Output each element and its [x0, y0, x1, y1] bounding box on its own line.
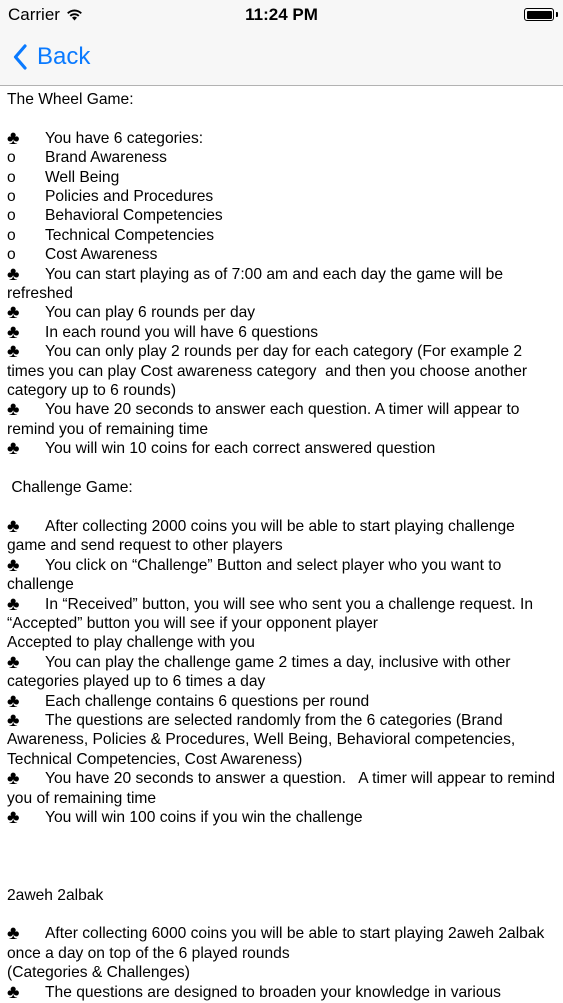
club-bullet-icon: ♣ — [7, 651, 20, 673]
category-item: o Cost Awareness — [7, 246, 158, 264]
list-item: ♣ You can play 6 rounds per day — [7, 302, 256, 324]
list-item: ♣ You click on “Challenge” Button and select player who you want to challenge — [7, 554, 506, 594]
club-bullet-icon: ♣ — [7, 768, 20, 790]
club-bullet-icon: ♣ — [7, 127, 20, 149]
carrier-label: Carrier — [8, 5, 60, 24]
list-item: ♣ You can play the challenge game 2 times a day, inclusive with other categories played up to 6 times a day — [7, 651, 515, 691]
back-label: Back — [37, 43, 91, 70]
club-bullet-icon: ♣ — [7, 554, 20, 576]
club-bullet-icon: ♣ — [7, 806, 20, 828]
back-button[interactable] — [13, 40, 90, 74]
club-bullet-icon: ♣ — [7, 321, 20, 343]
list-item: ♣ You can only play 2 rounds per day for each category (For example 2 times you can play Cost awareness category and then you choose another category up to 6 rounds) — [7, 341, 532, 400]
circle-bullet-icon: o — [7, 246, 16, 264]
club-bullet-icon: ♣ — [7, 709, 20, 731]
section-title-aweh: 2aweh 2albak — [7, 886, 104, 904]
club-bullet-icon: ♣ — [7, 302, 20, 324]
navigation-bar — [0, 30, 563, 86]
category-item: o Brand Awareness — [7, 149, 167, 167]
circle-bullet-icon: o — [7, 149, 16, 167]
clock-time: 11:24 PM — [245, 5, 318, 24]
club-bullet-icon: ♣ — [7, 923, 20, 945]
club-bullet-icon: ♣ — [7, 981, 20, 1003]
list-item: ♣ In each round you will have 6 questions — [7, 321, 319, 343]
section-title-wheel: The Wheel Game: — [7, 91, 134, 108]
list-item: ♣ You have 20 seconds to answer a question. A timer will appear to remind you of remaining time — [7, 768, 560, 807]
club-bullet-icon: ♣ — [7, 341, 20, 363]
list-item: ♣ You have 6 categories: — [7, 127, 204, 149]
section-title-challenge: Challenge Game: — [7, 479, 133, 497]
list-item: ♣ You have 20 seconds to answer each question. A timer will appear to remind you of remaining time — [7, 399, 524, 438]
category-item: o Technical Competencies — [7, 226, 215, 244]
chevron-left-icon — [13, 44, 27, 70]
circle-bullet-icon: o — [7, 226, 16, 244]
club-bullet-icon: ♣ — [7, 399, 20, 421]
status-bar — [0, 0, 563, 30]
list-item: ♣ In “Received” button, you will see who sent you a challenge request. In “Accepted” button you will see if your opponent player Accepted to play challenge with you — [7, 593, 534, 652]
list-item: ♣ The questions are selected randomly from the 6 categories (Brand Awareness, Policies & Procedures, Well Being, Behavioral competencies, Technical Competencies, Cost Awareness) — [7, 709, 520, 768]
circle-bullet-icon: o — [7, 188, 16, 206]
list-item: ♣ The questions are designed to broaden your knowledge in various — [7, 981, 501, 1003]
list-item: ♣ You can start playing as of 7:00 am and each day the game will be refreshed — [7, 263, 508, 303]
club-bullet-icon: ♣ — [7, 515, 20, 537]
circle-bullet-icon: o — [7, 207, 16, 225]
club-bullet-icon: ♣ — [7, 263, 20, 285]
circle-bullet-icon: o — [7, 168, 16, 186]
battery-icon — [524, 8, 554, 21]
list-item: ♣ After collecting 2000 coins you will be able to start playing challenge game and send request to other players — [7, 515, 520, 555]
list-item: ♣ You will win 100 coins if you win the challenge — [7, 806, 363, 828]
list-item: ♣ You will win 10 coins for each correct answered question — [7, 438, 436, 460]
list-item: ♣ Each challenge contains 6 questions per round — [7, 690, 370, 712]
club-bullet-icon: ♣ — [7, 690, 20, 712]
category-item: o Policies and Procedures — [7, 188, 214, 206]
club-bullet-icon: ♣ — [7, 593, 20, 615]
category-item: o Behavioral Competencies — [7, 207, 223, 225]
category-item: o Well Being — [7, 168, 120, 186]
rules-content — [7, 90, 560, 1003]
club-bullet-icon: ♣ — [7, 438, 20, 460]
list-item: ♣ After collecting 6000 coins you will be able to start playing 2aweh 2albak once a day on top of the 6 played rounds (Categories & Challenges) — [7, 923, 545, 982]
